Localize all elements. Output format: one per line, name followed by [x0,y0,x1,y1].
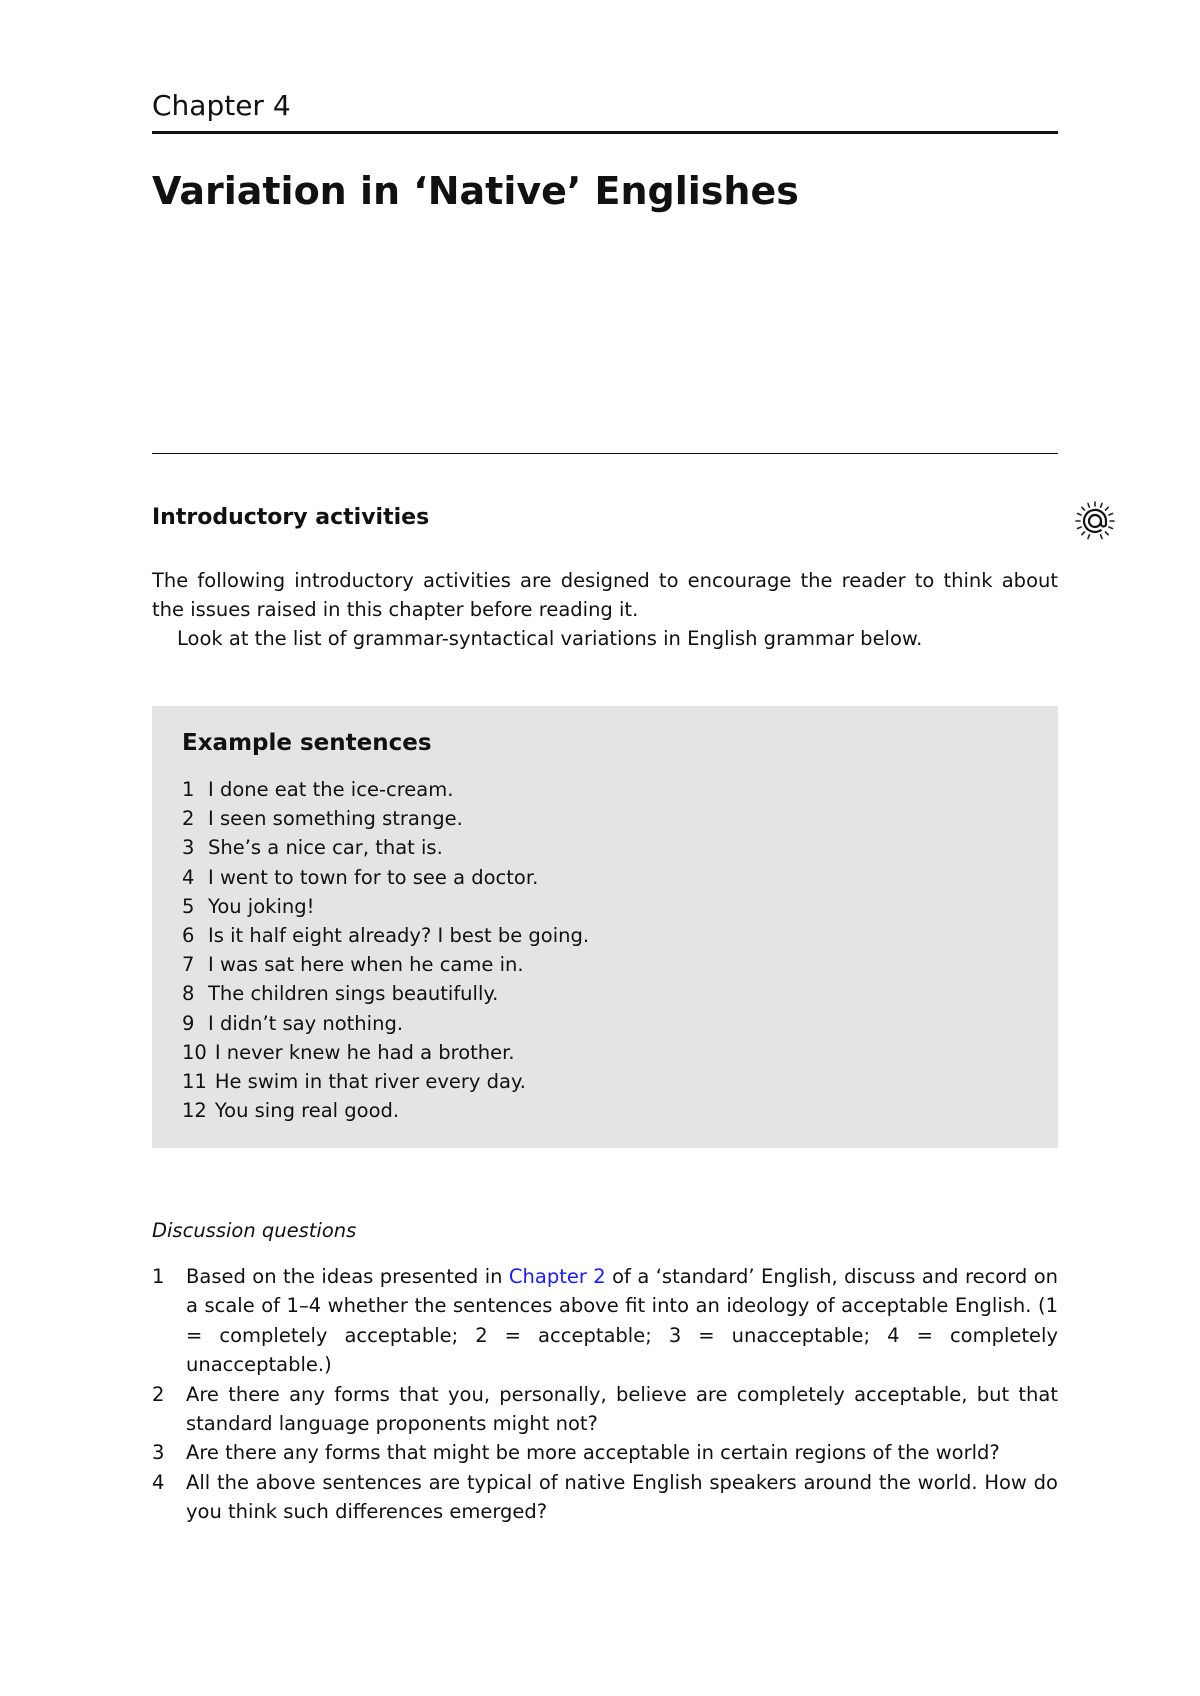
discussion-question [152,1262,1058,1380]
list-item-number: 7 [182,953,195,977]
list-item-text: You sing real good. [214,1099,400,1123]
list-item [182,804,589,833]
discussion-question [152,1438,1058,1467]
list-item-text: I didn’t say nothing. [208,1011,404,1035]
list-item [182,833,589,862]
chapter-rule [152,131,1058,134]
section-divider [152,453,1058,454]
list-item-number: 10 [182,1040,207,1064]
web-resource-icon [1072,498,1118,544]
intro-instruction: Look at the list of grammar-syntactical variations in English grammar below. [177,627,923,650]
list-item [182,950,589,979]
question-text: Are there any forms that might be more acceptable in certain regions of the world? [186,1441,1000,1465]
list-item-number: 6 [182,924,195,948]
chapter-label: Chapter 4 [152,89,291,122]
list-item-text: You joking! [208,894,315,918]
question-text-after-link: of a ‘standard’ English, discuss and record on a scale of 1–4 whether the sentences above fit into an ideology of acceptable English. (1 = completely acceptable; 2 = acceptable; 3 = unacceptable; 4 = completely unacceptable.) [186,1265,1058,1377]
question-number: 1 [152,1265,165,1288]
list-item [182,863,589,892]
question-number: 4 [152,1470,165,1494]
list-item-text: He swim in that river every day. [214,1070,526,1094]
list-item [182,1096,589,1125]
question-text: All the above sentences are typical of native English speakers around the world. How do you think such differences emerged? [186,1470,1058,1524]
list-item-text: I done eat the ice-cream. [208,778,454,801]
question-text: Are there any forms that you, personally, believe are completely acceptable, but that standard language proponents might not? [186,1382,1058,1436]
list-item-number: 12 [182,1099,207,1123]
list-item-number: 2 [182,807,195,831]
list-item-text: Is it half eight already? I best be going. [208,924,590,948]
list-item-number: 4 [182,865,195,889]
list-item-number: 3 [182,836,195,860]
example-sentences-box [152,706,1058,1148]
list-item [182,1067,589,1096]
intro-text [152,566,1058,653]
list-item-text: I was sat here when he came in. [208,953,524,977]
discussion-question [152,1468,1058,1527]
list-item-text: She’s a nice car, that is. [208,836,443,860]
intro-heading: Introductory activities [152,505,430,530]
example-sentences-heading: Example sentences [182,730,432,756]
list-item-text: The children sings beautifully. [208,982,499,1006]
list-item-number: 1 [182,778,195,801]
list-item-text: I went to town for to see a doctor. [208,865,539,889]
question-number: 3 [152,1441,165,1465]
discussion-question [152,1380,1058,1439]
chapter-title: Variation in ‘Native’ Englishes [152,169,799,213]
list-item [182,892,589,921]
list-item [182,1009,589,1038]
question-text-before-link: Based on the ideas presented in [186,1265,509,1288]
list-item-number: 5 [182,894,195,918]
discussion-questions-list [152,1262,1058,1527]
list-item [182,775,589,804]
list-item [182,921,589,950]
list-item-number: 11 [182,1070,207,1094]
question-number: 2 [152,1382,165,1406]
discussion-heading: Discussion questions [152,1219,357,1242]
list-item [182,1038,589,1067]
list-item-number: 9 [182,1011,195,1035]
chapter-2-link[interactable]: Chapter 2 [508,1265,606,1288]
list-item-text: I never knew he had a brother. [214,1040,515,1064]
intro-paragraph: The following introductory activities are designed to encourage the reader to think about the issues raised in this chapter before reading it. [152,569,1058,621]
example-sentences-list [182,775,589,1125]
list-item [182,979,589,1008]
list-item-text: I seen something strange. [208,807,463,831]
list-item-number: 8 [182,982,195,1006]
